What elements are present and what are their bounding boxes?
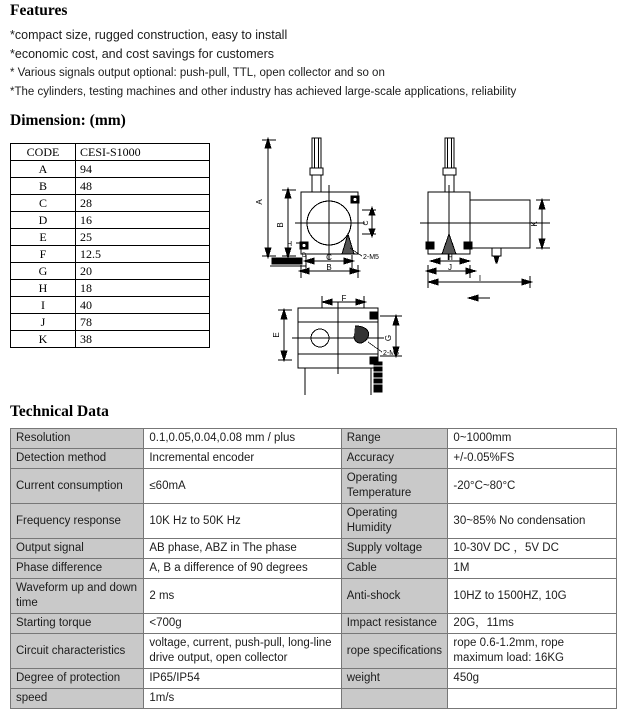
dimension-code: F [11,246,76,263]
table-row [11,144,210,161]
dimension-value: 28 [76,195,210,212]
table-row [11,195,210,212]
dimension-value: 94 [76,161,210,178]
spec-value [448,689,617,709]
drawing-label-c-right: C [363,220,370,226]
dimension-value: 78 [76,314,210,331]
spec-label: Output signal [11,539,144,559]
drawing-label-h-side: H [447,253,453,262]
spec-value: IP65/IP54 [144,669,341,689]
spec-label: Impact resistance [341,614,448,634]
spec-label: weight [341,669,448,689]
drawing-label-j: I [478,274,482,283]
spec-label: Frequency response [11,504,144,539]
dimension-a [262,138,276,258]
spec-label: Current consumption [11,469,144,504]
drawing-label-b-horizontal: B [326,263,332,272]
drawing-label-c: C [326,253,332,262]
spec-value: 0~1000mm [448,429,617,449]
dimension-value: 38 [76,331,210,348]
dimension-heading: Dimension: (mm) [10,112,126,129]
spec-label: Degree of protection [11,669,144,689]
table-row [11,280,210,297]
table-row [11,246,210,263]
spec-label: Anti-shock [341,579,448,614]
dimension-code: E [11,229,76,246]
thread-leader-rear [368,342,382,352]
spec-value: 20G，11ms [448,614,617,634]
spec-value: <700g [144,614,341,634]
drawing-label-thread-rear: 2-M5 [383,350,399,357]
dimension-value: 18 [76,280,210,297]
feature-item: * Various signals output optional: push-pull, TTL, open collector and so on [10,67,385,79]
drawing-label-b-vertical: B [276,222,285,228]
spec-value: 10-30V DC ，5V DC [448,539,617,559]
spec-label: speed [11,689,144,709]
dimension-value: 20 [76,263,210,280]
dimension-header-code: CODE [11,144,76,161]
dimension-code: A [11,161,76,178]
dimension-header-model: CESI-S1000 [76,144,210,161]
technical-data-table [10,428,617,709]
dimension-value: 16 [76,212,210,229]
spec-value: +/-0.05%FS [448,449,617,469]
spec-value: rope 0.6-1.2mm, rope maximum load: 16KG [448,634,617,669]
dimension-code: C [11,195,76,212]
dimension-code: J [11,314,76,331]
table-row [11,689,617,709]
spec-value: 10HZ to 1500HZ, 10G [448,579,617,614]
dimension-value: 40 [76,297,210,314]
spec-value: ≤60mA [144,469,341,504]
table-row [11,634,617,669]
feature-item: *The cylinders, testing machines and other industry has achieved large-scale applications, reliability [10,86,517,98]
spec-value: 2 ms [144,579,341,614]
table-row [11,669,617,689]
features-list [10,26,610,102]
dimension-code: B [11,178,76,195]
dimension-table [10,143,210,348]
spec-value: voltage, current, push-pull, long-line drive output, open collector [144,634,341,669]
spec-label: Range [341,429,448,449]
table-row [11,229,210,246]
dimension-value: 25 [76,229,210,246]
dimension-code: H [11,280,76,297]
spec-label: Phase difference [11,559,144,579]
dimension-code: K [11,331,76,348]
spec-label [341,689,448,709]
spec-label: Detection method [11,449,144,469]
rear-view [292,302,384,395]
drawing-label-e: E [272,332,281,338]
drawing-label-a: A [255,199,264,205]
feature-item: *economic cost, and cost savings for customers [10,47,275,61]
dimension-value: 48 [76,178,210,195]
spec-label: Resolution [11,429,144,449]
spec-value: 450g [448,669,617,689]
spec-label: Waveform up and down time [11,579,144,614]
spec-label: Accuracy [341,449,448,469]
spec-label: Cable [341,559,448,579]
table-row [11,212,210,229]
spec-value: AB phase, ABZ in The phase [144,539,341,559]
feature-item: *compact size, rugged construction, easy to install [10,28,288,42]
technical-drawing [250,130,620,395]
features-heading: Features [10,2,68,19]
table-row [11,469,617,504]
spec-value: 1m/s [144,689,341,709]
table-row [11,314,210,331]
table-row [11,449,617,469]
dimension-code: G [11,263,76,280]
spec-label: rope specifications [341,634,448,669]
spec-label: Supply voltage [341,539,448,559]
table-row [11,178,210,195]
spec-label: Operating Humidity [341,504,448,539]
drawing-label-i: J [448,263,452,272]
drawing-label-k: K [530,221,539,227]
rear-cable-hatch [372,362,384,392]
drawing-label-h-front: H [286,241,292,248]
technical-data-heading: Technical Data [10,403,109,420]
table-row [11,559,617,579]
spec-value: -20°C~80°C [448,469,617,504]
spec-value: 0.1,0.05,0.04,0.08 mm / plus [144,429,341,449]
front-view [295,138,365,260]
drawing-label-d: D [302,253,307,259]
table-row [11,297,210,314]
spec-value: 10K Hz to 50K Hz [144,504,341,539]
table-row [11,263,210,280]
dimension-code: D [11,212,76,229]
spec-value: 30~85% No condensation [448,504,617,539]
table-row [11,614,617,634]
drawing-label-g: G [384,334,393,342]
rear-top-marker [468,295,490,301]
spec-label: Operating Temperature [341,469,448,504]
table-row [11,429,617,449]
table-row [11,579,617,614]
spec-value: 1M [448,559,617,579]
dimension-code: I [11,297,76,314]
table-row [11,331,210,348]
drawing-label-thread-front: 2-M5 [363,254,379,261]
dimension-value: 12.5 [76,246,210,263]
spec-value: A, B a difference of 90 degrees [144,559,341,579]
drawing-label-f: F [341,294,347,303]
table-row [11,504,617,539]
spec-label: Circuit characteristics [11,634,144,669]
table-row [11,539,617,559]
spec-value: Incremental encoder [144,449,341,469]
table-row [11,161,210,178]
side-view [420,138,550,263]
spec-label: Starting torque [11,614,144,634]
